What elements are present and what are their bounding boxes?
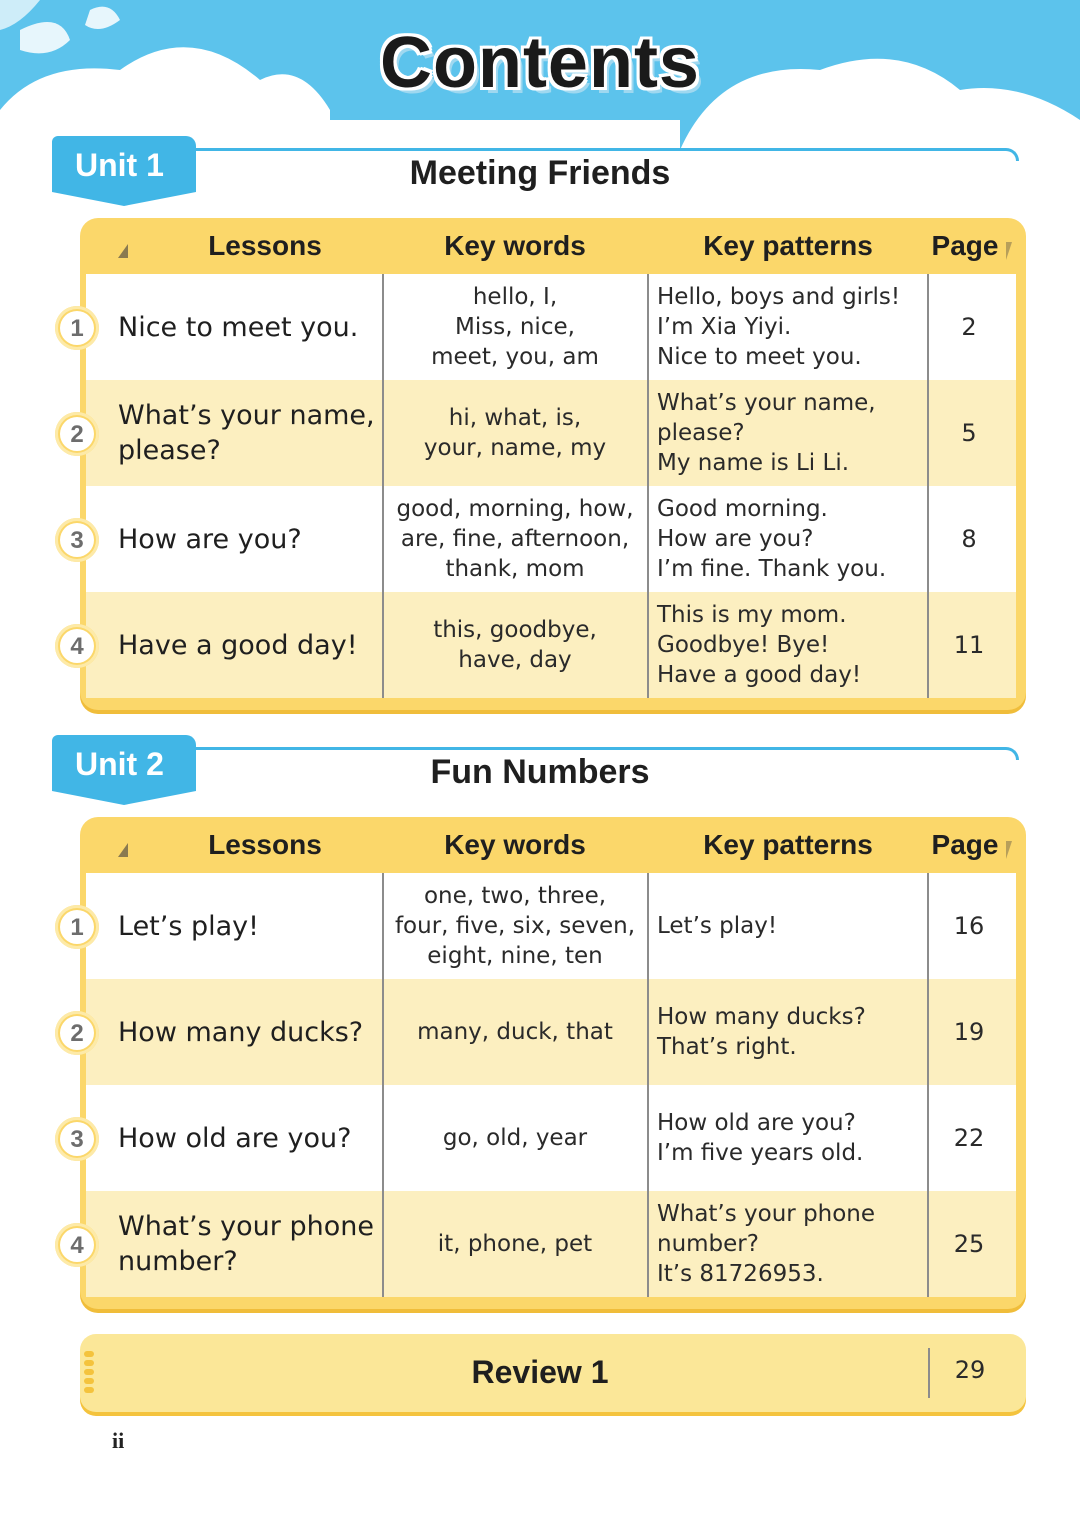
lesson-number-badge: 3	[55, 1117, 99, 1161]
lesson-title: Let’s play!	[118, 910, 259, 942]
review-title: Review 1	[471, 1354, 609, 1390]
table-row[interactable]	[70, 380, 1016, 486]
lesson-number-badge: 1	[55, 306, 99, 350]
lesson-key-patterns: Hello, boys and girls! I’m Xia Yiyi. Nice to meet you.	[657, 284, 901, 370]
lesson-key-patterns: Let’s play!	[657, 913, 778, 939]
table-row[interactable]	[70, 486, 1016, 592]
column-header-key-patterns: Key patterns	[703, 230, 873, 261]
lesson-page-number: 8	[961, 525, 977, 553]
lesson-key-words: many, duck, that	[417, 1019, 613, 1045]
column-divider	[382, 873, 384, 1297]
lesson-title: How old are you?	[118, 1122, 352, 1154]
column-divider	[928, 1348, 930, 1398]
lesson-key-words: good, morning, how, are, fine, afternoon, thank, mom	[396, 496, 634, 582]
binding-dots-icon	[84, 1348, 96, 1400]
lesson-number-badge: 1	[55, 905, 99, 949]
column-divider	[927, 873, 929, 1297]
lesson-title: What’s your phone number?	[118, 1211, 374, 1277]
review-1-row[interactable]	[80, 1334, 1026, 1412]
column-divider	[647, 873, 649, 1297]
lesson-page-number: 19	[953, 1018, 985, 1046]
lesson-number-badge: 3	[55, 518, 99, 562]
lesson-title: Nice to meet you.	[118, 311, 359, 343]
lesson-key-patterns: What’s your name, please? My name is Li Li.	[657, 390, 876, 476]
lesson-key-words: hello, I, Miss, nice, meet, you, am	[431, 284, 599, 370]
unit-2-header	[0, 735, 1080, 815]
column-header-page: Page	[931, 829, 999, 860]
lesson-key-patterns: Good morning. How are you? I’m fine. Thank you.	[657, 496, 887, 582]
lesson-key-patterns: How many ducks? That’s right.	[657, 1004, 866, 1060]
lesson-title: What’s your name, please?	[118, 400, 375, 466]
lesson-page-number: 16	[953, 912, 985, 940]
unit-1-table	[70, 218, 1026, 710]
lesson-title: How many ducks?	[118, 1016, 364, 1048]
lesson-number-badge: 2	[55, 412, 99, 456]
column-divider	[647, 274, 649, 698]
unit-2-title: Fun Numbers	[430, 753, 650, 791]
corner-fold-icon	[1006, 242, 1012, 260]
lesson-number-badge: 2	[55, 1011, 99, 1055]
corner-fold-icon	[118, 843, 128, 857]
lesson-number-badge: 4	[55, 1223, 99, 1267]
lesson-page-number: 25	[953, 1230, 985, 1258]
lesson-key-words: hi, what, is, your, name, my	[423, 405, 607, 461]
column-header-lessons: Lessons	[208, 230, 322, 261]
lesson-key-patterns: How old are you? I’m five years old.	[657, 1110, 864, 1166]
unit-2-tab[interactable]: Unit 2	[52, 735, 196, 791]
lesson-page-number: 22	[953, 1124, 985, 1152]
lesson-page-number: 11	[953, 631, 985, 659]
unit-1-tab[interactable]: Unit 1	[52, 136, 196, 192]
corner-fold-icon	[1006, 841, 1012, 859]
column-header-lessons: Lessons	[208, 829, 322, 860]
unit-1-title: Meeting Friends	[409, 154, 671, 192]
table-row[interactable]	[70, 1191, 1016, 1297]
column-divider	[927, 274, 929, 698]
unit-2-table-header	[80, 817, 1026, 873]
table-row[interactable]	[70, 979, 1016, 1085]
column-divider	[382, 274, 384, 698]
review-page-number: 29	[954, 1356, 986, 1384]
table-row[interactable]	[70, 1085, 1016, 1191]
lesson-key-patterns: This is my mom. Goodbye! Bye! Have a good day!	[657, 602, 862, 688]
column-header-key-words: Key words	[444, 829, 586, 860]
page-title: Contents	[380, 23, 700, 103]
page-folio: ii	[112, 1428, 125, 1453]
column-header-page: Page	[931, 230, 999, 261]
unit-2-table	[70, 817, 1026, 1309]
table-row[interactable]	[70, 873, 1016, 979]
lesson-key-patterns: What’s your phone number? It’s 81726953.	[657, 1201, 876, 1287]
column-header-key-words: Key words	[444, 230, 586, 261]
lesson-key-words: one, two, three, four, five, six, seven, eight, nine, ten	[394, 883, 636, 969]
corner-fold-icon	[118, 244, 128, 258]
lesson-title: Have a good day!	[118, 629, 358, 661]
lesson-page-number: 2	[961, 313, 977, 341]
lesson-key-words: it, phone, pet	[437, 1231, 593, 1257]
unit-1-header	[0, 136, 1080, 216]
column-header-key-patterns: Key patterns	[703, 829, 873, 860]
lesson-title: How are you?	[118, 523, 302, 555]
lesson-key-words: go, old, year	[442, 1125, 588, 1151]
unit-1-table-header	[80, 218, 1026, 274]
lesson-key-words: this, goodbye, have, day	[433, 617, 597, 673]
lesson-number-badge: 4	[55, 624, 99, 668]
table-row[interactable]	[70, 592, 1016, 698]
table-row[interactable]	[70, 274, 1016, 380]
lesson-page-number: 5	[961, 419, 977, 447]
